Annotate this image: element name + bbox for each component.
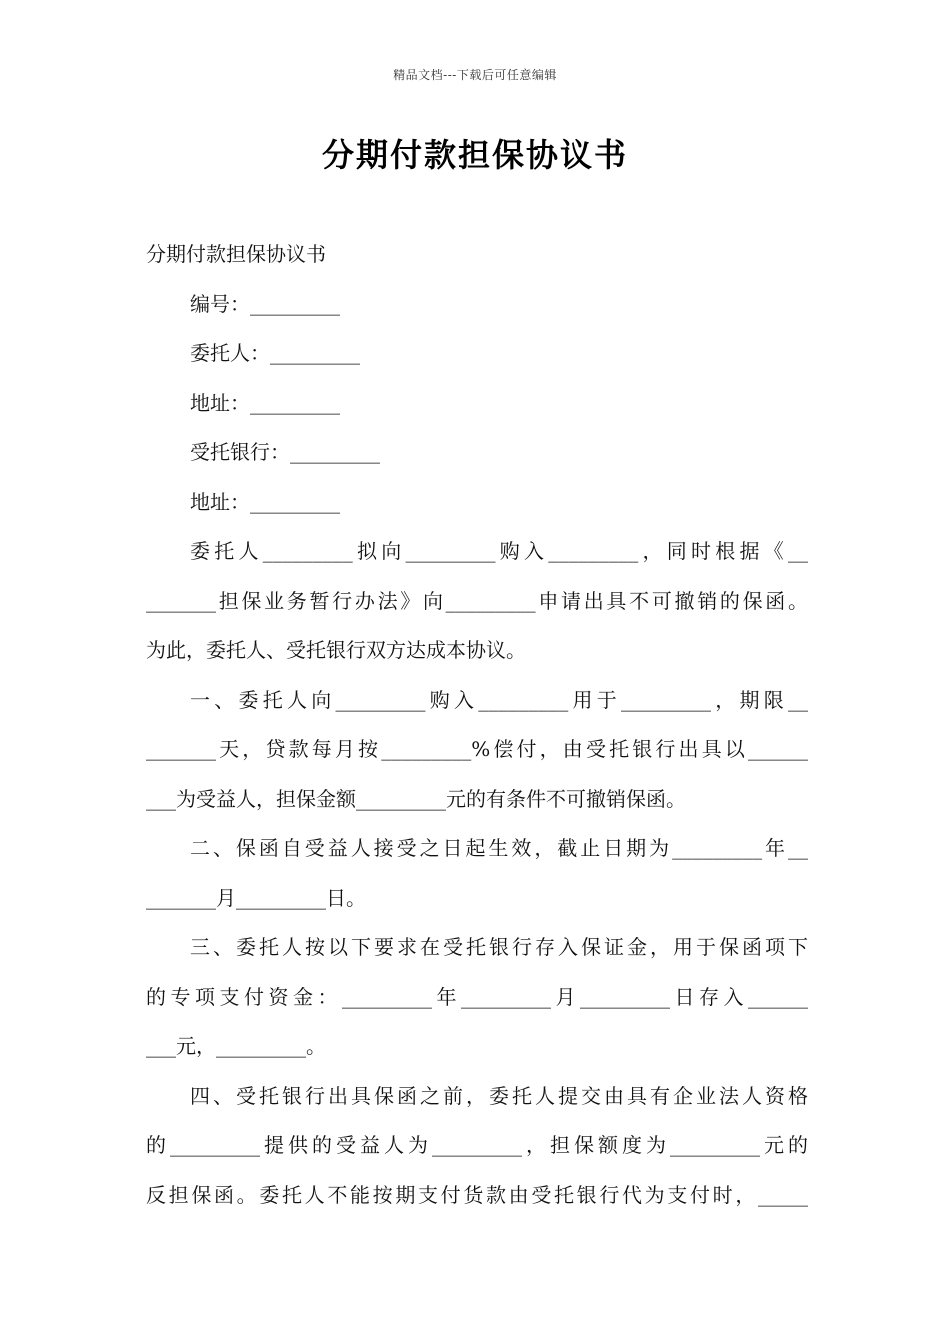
clause-2-line-2: _______月_________日。 [146, 885, 366, 910]
clause-3-line-1: 三、委托人按以下要求在受托银行存入保证金，用于保函项下 [190, 935, 808, 959]
field-number: 编号：_________ [190, 291, 340, 316]
clause-1-line-2: _______天，贷款每月按_________%偿付，由受托银行出具以______ [146, 737, 808, 761]
clause-1-line-3: ___为受益人，担保金额_________元的有条件不可撤销保函。 [146, 786, 686, 811]
clause-4-line-3: 反担保函。委托人不能按期支付货款由受托银行代为支付时，_____ [146, 1182, 808, 1207]
preamble-line-3: 为此，委托人、受托银行双方达成本协议。 [146, 638, 526, 662]
document-body [146, 230, 808, 1220]
clause-1-line-1: 一、委托人向_________购入_________用于_________，期限__ [190, 687, 808, 712]
field-bank: 受托银行：_________ [190, 440, 380, 464]
subtitle-line: 分期付款担保协议书 [146, 242, 326, 266]
field-principal: 委托人：_________ [190, 341, 360, 365]
field-bank-address: 地址：_________ [190, 489, 340, 514]
preamble-line-2: _______担保业务暂行办法》向_________申请出具不可撤销的保函。 [146, 588, 808, 613]
clause-3-line-3: ___元，_________。 [146, 1034, 326, 1058]
clause-4-line-1: 四、受托银行出具保函之前，委托人提交由具有企业法人资格 [190, 1083, 808, 1108]
preamble-line-1: 委托人_________拟向_________购入_________，同时根据《__ [190, 539, 808, 563]
document-title: 分期付款担保协议书 [321, 136, 628, 174]
clause-4-line-2: 的_________提供的受益人为_________，担保额度为_________元的 [146, 1133, 808, 1157]
header-note: 精品文档---下载后可任意编辑 [393, 68, 557, 82]
clause-3-line-2: 的专项支付资金：_________年_________月_________日存入______ [146, 984, 808, 1009]
clause-2-line-1: 二、保函自受益人接受之日起生效，截止日期为_________年__ [190, 836, 808, 860]
field-principal-address: 地址：_________ [190, 390, 340, 415]
